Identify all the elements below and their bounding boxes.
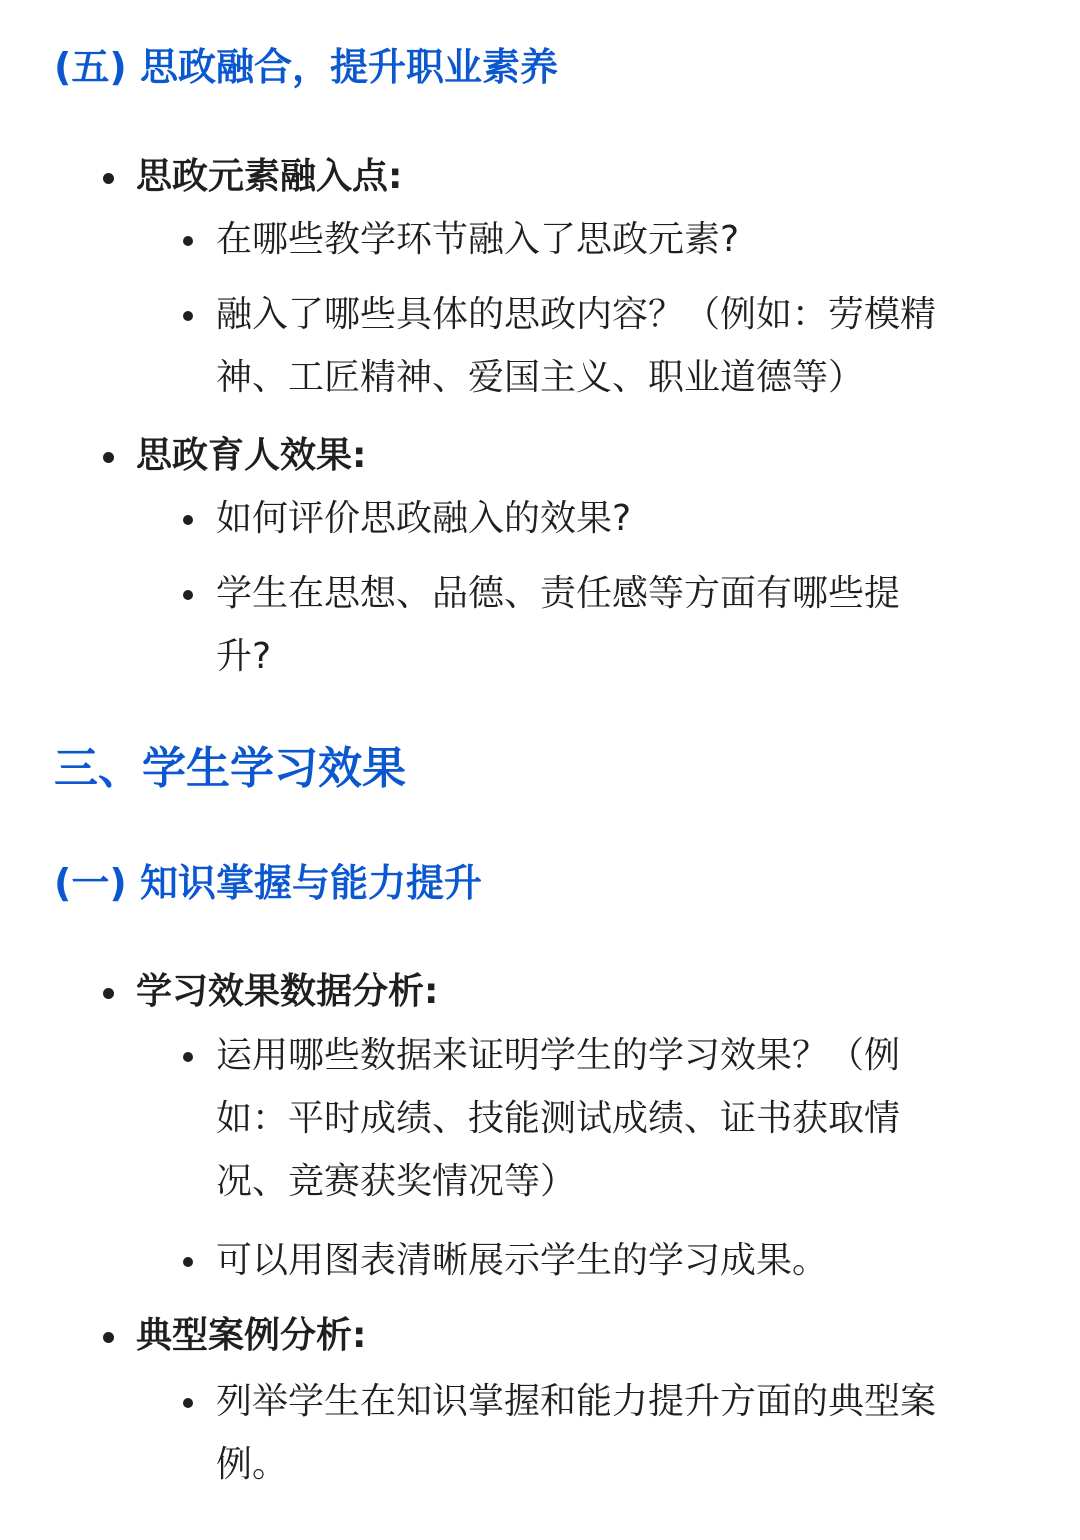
chapter-heading-3: 三、学生学习效果	[54, 743, 406, 794]
text-line: 例。	[216, 1444, 289, 1485]
text-line: 学生在思想、品德、责任感等方面有哪些提	[216, 573, 901, 614]
sub-bullet-ideology-content	[216, 283, 1046, 409]
sub-bullet-evaluate-effect	[216, 487, 1046, 550]
text-line: 况、竞赛获奖情况等）	[216, 1161, 577, 1202]
text-line: 运用哪些数据来证明学生的学习效果？（例	[216, 1035, 901, 1076]
sub-bullet-teaching-links	[216, 208, 1046, 271]
text-line: 在哪些教学环节融入了思政元素?	[216, 219, 740, 260]
text-line: 神、工匠精神、爱国主义、职业道德等）	[216, 357, 865, 398]
section-heading-1: (一) 知识掌握与能力提升	[54, 861, 482, 905]
bullet-typical-case-analysis: 典型案例分析:	[136, 1311, 366, 1361]
sub-bullet-evidence-data	[216, 1024, 1046, 1213]
text-line: 融入了哪些具体的思政内容？（例如：劳模精	[216, 294, 937, 335]
text-line: 列举学生在知识掌握和能力提升方面的典型案	[216, 1381, 937, 1422]
sub-bullet-typical-cases	[216, 1370, 1046, 1496]
bullet-ideology-effect: 思政育人效果:	[136, 431, 366, 481]
text-line: 如：平时成绩、技能测试成绩、证书获取情	[216, 1098, 901, 1139]
sub-bullet-student-improvement	[216, 562, 1046, 688]
section-heading-5: (五) 思政融合，提升职业素养	[54, 45, 558, 89]
sub-bullet-charts	[216, 1229, 1046, 1292]
text-line: 升?	[216, 636, 272, 677]
text-line: 如何评价思政融入的效果?	[216, 498, 632, 539]
text-line: 可以用图表清晰展示学生的学习成果。	[216, 1240, 829, 1281]
bullet-ideology-entry-points: 思政元素融入点:	[136, 152, 402, 202]
bullet-learning-data-analysis: 学习效果数据分析:	[136, 967, 438, 1017]
